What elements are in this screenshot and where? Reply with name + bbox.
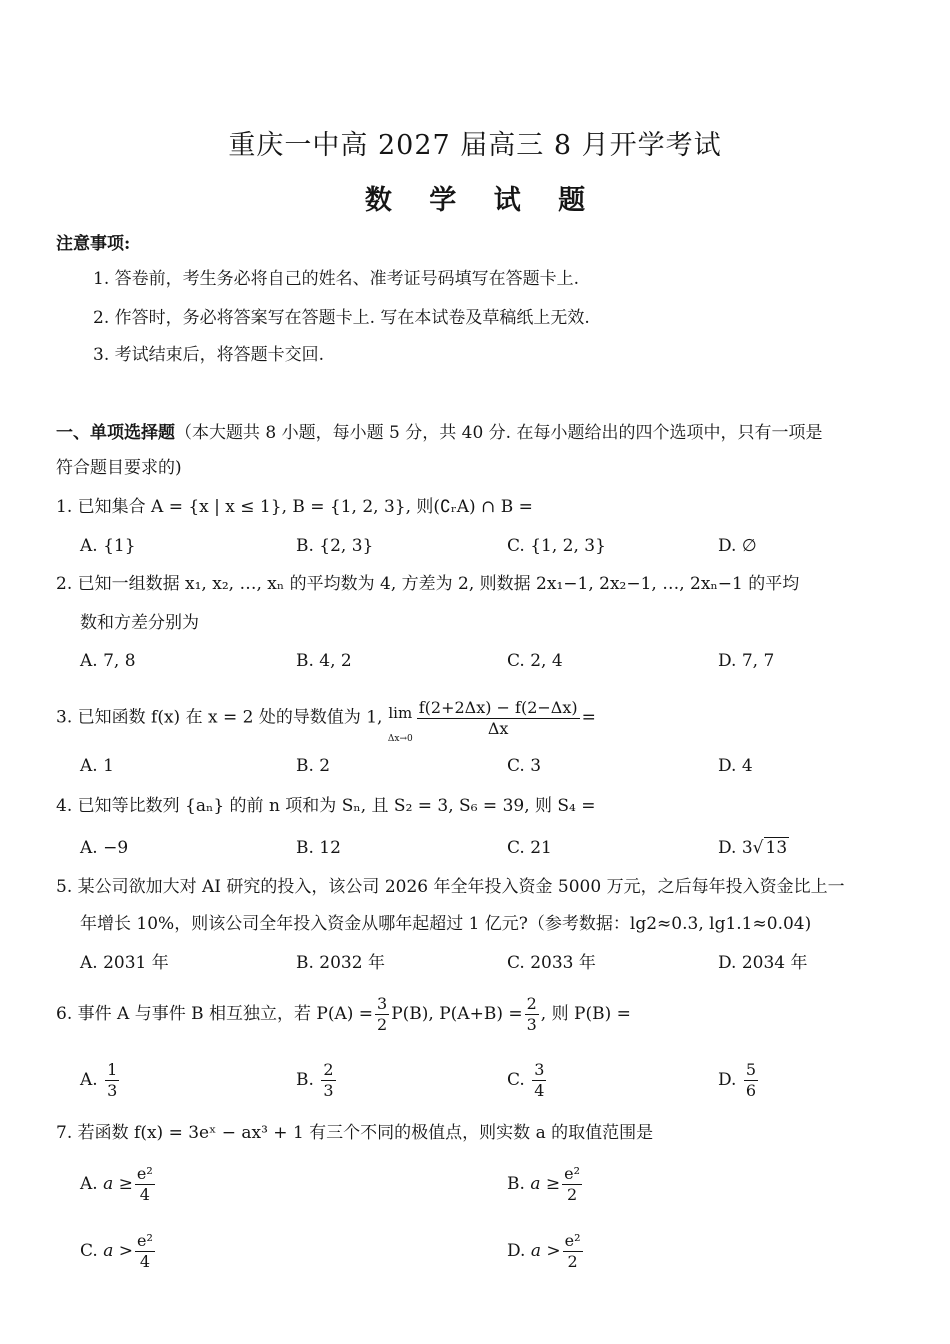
q6-option-a bbox=[80, 1059, 121, 1101]
q6-frac-2-num: 2 bbox=[526, 994, 537, 1013]
exam-subject: 数 学 试 题 bbox=[364, 185, 600, 216]
q3-stem bbox=[56, 692, 596, 744]
q3-frac-den: Δx bbox=[487, 718, 509, 738]
q3-option-a: A. 1 bbox=[80, 756, 114, 776]
q7-option-d-num: e² bbox=[564, 1231, 581, 1250]
q7-option-c-label: C. bbox=[80, 1241, 98, 1261]
q4-option-c: C. 21 bbox=[507, 838, 552, 858]
q6-option-c bbox=[507, 1059, 548, 1101]
q5-option-c: C. 2033 年 bbox=[507, 953, 596, 973]
q3-fraction bbox=[417, 698, 580, 739]
q3-stem-prefix: 3. 已知函数 f(x) 在 x = 2 处的导数值为 1, bbox=[56, 707, 383, 728]
q6-option-c-den: 4 bbox=[534, 1081, 545, 1100]
q4-stem: 4. 已知等比数列 {aₙ} 的前 n 项和为 Sₙ, 且 S₂ = 3, S₆ = 39, 则 S₄ = bbox=[56, 796, 596, 816]
q3-lim-sub: Δx→0 bbox=[387, 734, 413, 744]
q6-stem-c: , 则 P(B) = bbox=[540, 1004, 631, 1024]
exam-title: 重庆一中高 2027 届高三 8 月开学考试 bbox=[228, 130, 722, 161]
q4-option-d-prefix: D. 3 bbox=[718, 838, 753, 858]
q6-option-a-frac bbox=[105, 1060, 119, 1101]
q1-option-a: A. {1} bbox=[80, 536, 136, 556]
q6-option-c-frac bbox=[532, 1060, 546, 1101]
q6-option-d-num: 5 bbox=[745, 1060, 757, 1079]
q6-option-c-num: 3 bbox=[534, 1060, 545, 1079]
q7-option-a-rel: a ≥ bbox=[103, 1174, 133, 1194]
q7-option-a-den: 4 bbox=[139, 1185, 150, 1204]
q6-option-a-den: 3 bbox=[107, 1081, 118, 1100]
q1-option-c: C. {1, 2, 3} bbox=[507, 536, 606, 556]
q7-option-b-den: 2 bbox=[566, 1185, 578, 1204]
section-1-desc-1: （本大题共 8 小题，每小题 5 分，共 40 分. 在每小题给出的四个选项中，只有一项是 bbox=[175, 423, 823, 443]
q6-option-d bbox=[718, 1059, 760, 1101]
q6-stem-b: P(B), P(A+B) = bbox=[391, 1004, 523, 1024]
q6-option-a-label: A. bbox=[80, 1070, 98, 1090]
q2-stem-2: 数和方差分别为 bbox=[80, 613, 199, 633]
q7-option-b-rel: a ≥ bbox=[530, 1174, 561, 1194]
q6-frac-2 bbox=[525, 994, 539, 1035]
q6-option-b-num: 2 bbox=[323, 1060, 334, 1079]
q3-stem-suffix: = bbox=[581, 707, 596, 728]
q6-stem bbox=[56, 993, 631, 1035]
q7-option-d-rel: a > bbox=[530, 1241, 561, 1261]
q7-option-d bbox=[507, 1230, 585, 1272]
notice-item-2: 2. 作答时，务必将答案写在答题卡上. 写在本试卷及草稿纸上无效. bbox=[93, 308, 590, 328]
q7-option-a-frac bbox=[135, 1164, 155, 1205]
q5-option-a: A. 2031 年 bbox=[80, 953, 169, 973]
q6-frac-1-num: 3 bbox=[377, 994, 388, 1013]
q7-option-d-frac bbox=[563, 1231, 583, 1272]
q7-option-c bbox=[80, 1230, 157, 1272]
q7-option-b-frac bbox=[562, 1164, 582, 1205]
q7-option-c-num: e² bbox=[137, 1231, 153, 1250]
q7-option-c-den: 4 bbox=[139, 1252, 151, 1271]
q7-option-a-label: A. bbox=[80, 1174, 98, 1194]
q3-frac-num: f(2+2Δx) − f(2−Δx) bbox=[418, 697, 578, 717]
section-1-desc-2: 符合题目要求的) bbox=[56, 458, 182, 478]
q4-option-b: B. 12 bbox=[296, 838, 341, 858]
q6-frac-1-den: 2 bbox=[377, 1015, 388, 1034]
q5-stem-2: 年增长 10%，则该公司全年投入资金从哪年起超过 1 亿元?（参考数据：lg2≈0.3, lg1.1≈0.04) bbox=[80, 914, 812, 934]
q5-option-b: B. 2032 年 bbox=[296, 953, 385, 973]
q7-stem: 7. 若函数 f(x) = 3eˣ − ax³ + 1 有三个不同的极值点，则实数 a 的取值范围是 bbox=[56, 1123, 654, 1143]
q4-option-a: A. −9 bbox=[80, 838, 129, 858]
section-1-heading: 一、单项选择题 bbox=[56, 423, 175, 443]
q4-option-d: D. 3√ 13 bbox=[718, 838, 788, 858]
notice-heading: 注意事项: bbox=[56, 234, 131, 254]
q7-option-b-num: e² bbox=[564, 1164, 580, 1183]
q7-option-d-den: 2 bbox=[567, 1252, 578, 1271]
q6-option-d-den: 6 bbox=[745, 1081, 757, 1100]
q7-option-c-rel: a > bbox=[103, 1241, 134, 1261]
q7-option-b-label: B. bbox=[507, 1174, 525, 1194]
section-1-header bbox=[56, 422, 823, 444]
notice-item-3: 3. 考试结束后，将答题卡交回. bbox=[93, 345, 325, 365]
q5-stem-1: 5. 某公司欲加大对 AI 研究的投入，该公司 2026 年全年投入资金 5000 万元，之后每年投入资金比上一 bbox=[56, 877, 845, 897]
q1-option-d: D. ∅ bbox=[718, 536, 757, 556]
q2-stem-1: 2. 已知一组数据 x₁, x₂, …, xₙ 的平均数为 4, 方差为 2, 则数据 2x₁−1, 2x₂−1, …, 2xₙ−1 的平均 bbox=[56, 574, 800, 594]
q6-option-b-den: 3 bbox=[323, 1081, 334, 1100]
q6-option-a-num: 1 bbox=[107, 1060, 118, 1079]
q6-option-d-label: D. bbox=[718, 1070, 737, 1090]
q6-option-b-label: B. bbox=[296, 1070, 314, 1090]
q4-option-d-radicand: 13 bbox=[765, 838, 788, 858]
notice-item-1: 1. 答卷前，考生务必将自己的姓名、准考证号码填写在答题卡上. bbox=[93, 269, 580, 289]
q3-option-b: B. 2 bbox=[296, 756, 331, 776]
q6-option-b-frac bbox=[321, 1060, 335, 1101]
q1-stem: 1. 已知集合 A = {x | x ≤ 1}, B = {1, 2, 3}, 则(∁ᵣA) ∩ B = bbox=[56, 497, 533, 517]
q1-option-b: B. {2, 3} bbox=[296, 536, 374, 556]
q7-option-b bbox=[507, 1163, 584, 1205]
q2-option-b: B. 4, 2 bbox=[296, 651, 352, 671]
q2-option-d: D. 7, 7 bbox=[718, 651, 775, 671]
q3-lim-word: lim bbox=[388, 704, 413, 722]
q7-option-a bbox=[80, 1163, 157, 1205]
q2-option-c: C. 2, 4 bbox=[507, 651, 563, 671]
q6-frac-1 bbox=[375, 994, 389, 1035]
q6-stem-a: 6. 事件 A 与事件 B 相互独立，若 P(A) = bbox=[56, 1004, 374, 1024]
q7-option-a-num: e² bbox=[136, 1164, 153, 1183]
q5-option-d: D. 2034 年 bbox=[718, 953, 808, 973]
q2-option-a: A. 7, 8 bbox=[80, 651, 136, 671]
q7-option-d-label: D. bbox=[507, 1241, 526, 1261]
q3-option-c: C. 3 bbox=[507, 756, 542, 776]
q6-option-b bbox=[296, 1059, 338, 1101]
q6-option-d-frac bbox=[744, 1060, 758, 1101]
q7-option-c-frac bbox=[135, 1231, 155, 1272]
q6-option-c-label: C. bbox=[507, 1070, 525, 1090]
q3-limit bbox=[388, 692, 413, 744]
q3-option-d: D. 4 bbox=[718, 756, 753, 776]
q6-frac-2-den: 3 bbox=[526, 1015, 537, 1034]
